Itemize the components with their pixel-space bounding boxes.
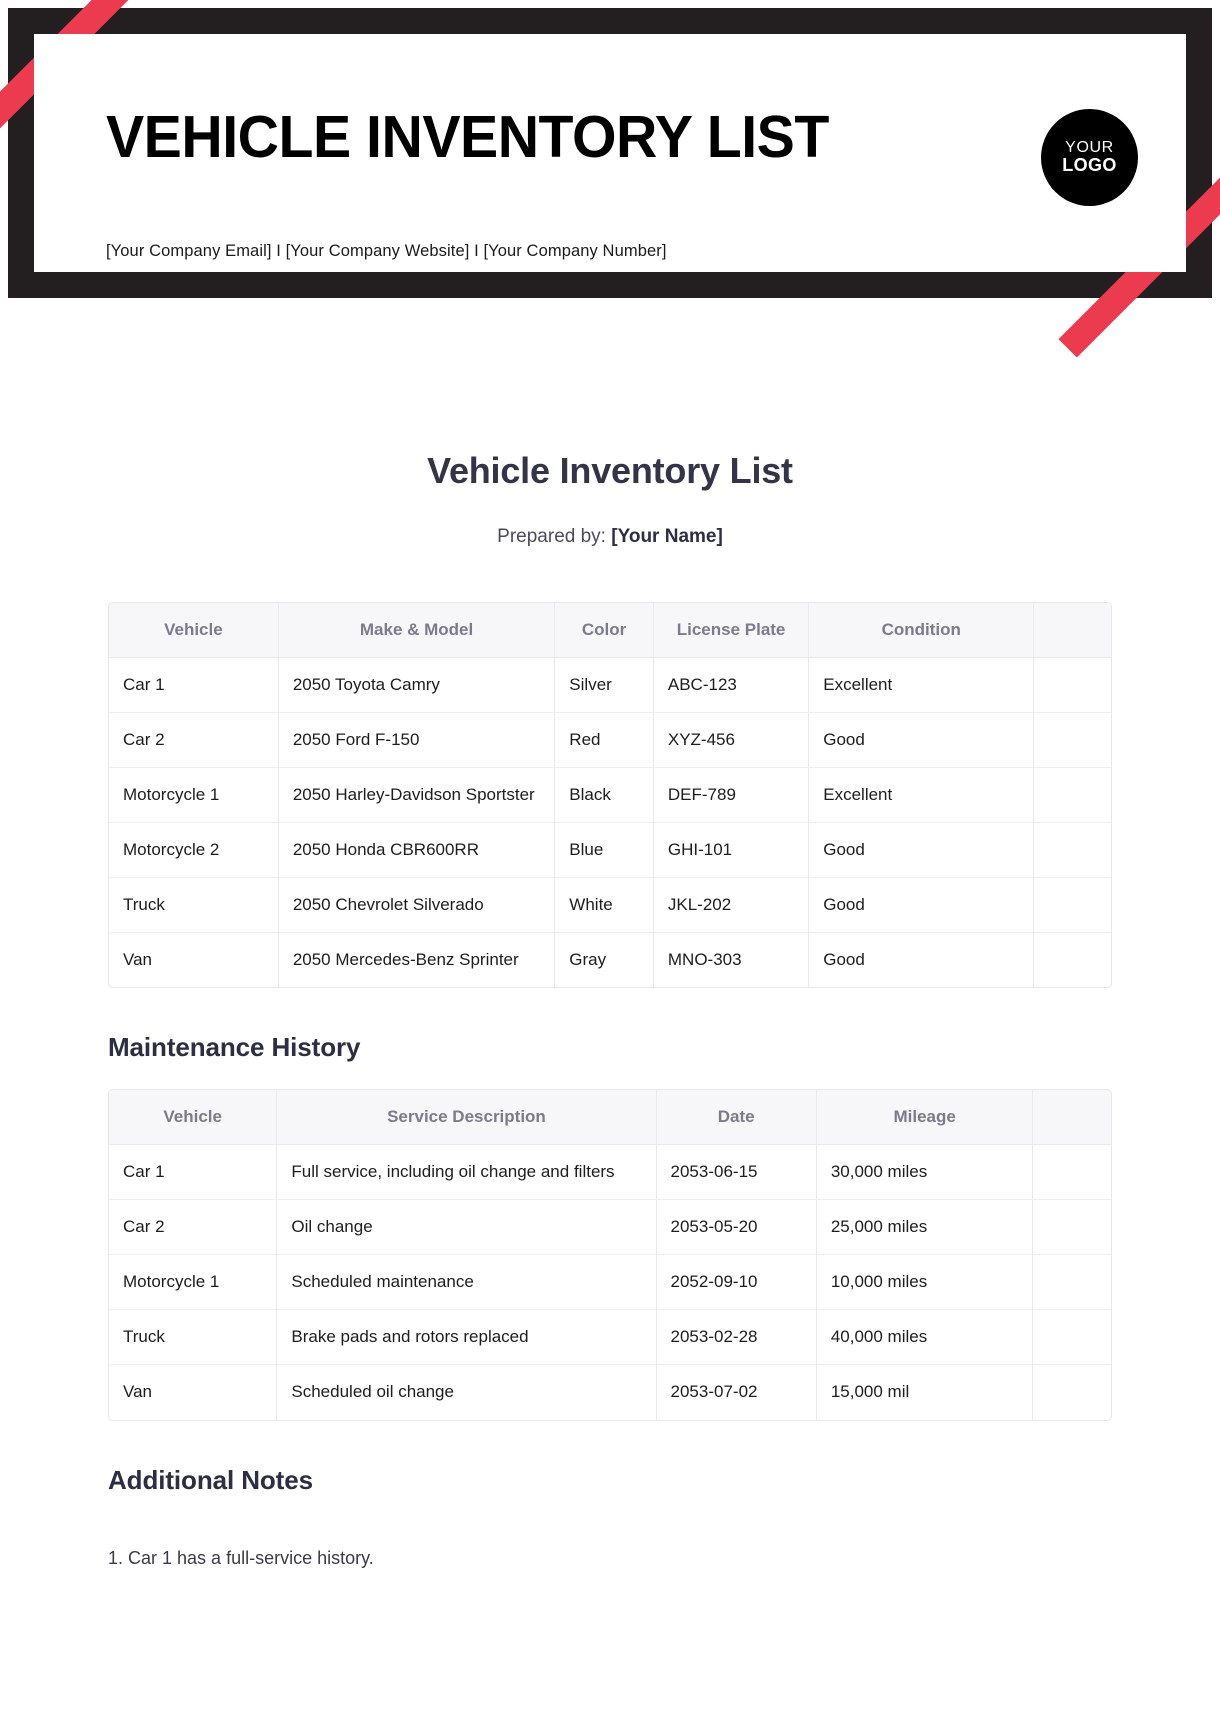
cell-condition: Good: [809, 878, 1034, 933]
table-header-row: [109, 603, 1111, 658]
cell-license-plate: GHI-101: [653, 823, 808, 878]
column-header-color: Color: [555, 603, 654, 658]
cell-spacer: [1033, 1200, 1111, 1255]
banner-title: VEHICLE INVENTORY LIST: [106, 104, 829, 170]
cell-vehicle: Car 1: [109, 658, 278, 713]
note-item: 1. Car 1 has a full-service history.: [108, 1547, 374, 1568]
cell-make-model: 2050 Honda CBR600RR: [278, 823, 554, 878]
cell-make-model: 2050 Mercedes-Benz Sprinter: [278, 933, 554, 988]
header-content: [34, 34, 1186, 272]
cell-condition: Excellent: [809, 768, 1034, 823]
company-contact-line: [Your Company Email] I [Your Company Website] I [Your Company Number]: [106, 242, 667, 260]
inventory-table-body: [109, 658, 1111, 988]
cell-vehicle: Car 2: [109, 713, 278, 768]
column-header-spacer: [1034, 603, 1111, 658]
cell-spacer: [1033, 1365, 1111, 1420]
cell-spacer: [1034, 658, 1111, 713]
cell-date: 2053-07-02: [656, 1365, 816, 1420]
cell-make-model: 2050 Ford F-150: [278, 713, 554, 768]
cell-license-plate: ABC-123: [653, 658, 808, 713]
cell-vehicle: Motorcycle 1: [109, 1255, 277, 1310]
cell-date: 2053-05-20: [656, 1200, 816, 1255]
logo-placeholder: [1041, 109, 1138, 206]
inventory-table: [109, 603, 1111, 987]
cell-license-plate: JKL-202: [653, 878, 808, 933]
maintenance-table: [109, 1090, 1111, 1419]
header-banner: [8, 8, 1212, 298]
table-row: [109, 768, 1111, 823]
cell-date: 2053-06-15: [656, 1145, 816, 1200]
inventory-table-wrapper: [108, 602, 1112, 988]
cell-spacer: [1034, 768, 1111, 823]
cell-color: Silver: [555, 658, 654, 713]
cell-vehicle: Van: [109, 933, 278, 988]
column-header-make-model: Make & Model: [278, 603, 554, 658]
document-body: [0, 298, 1220, 1572]
cell-mileage: 40,000 miles: [816, 1310, 1033, 1365]
cell-mileage: 15,000 mil: [816, 1365, 1033, 1420]
cell-spacer: [1034, 713, 1111, 768]
prepared-by-value: [Your Name]: [611, 526, 723, 547]
inventory-table-head: [109, 603, 1111, 658]
cell-license-plate: MNO-303: [653, 933, 808, 988]
cell-mileage: 25,000 miles: [816, 1200, 1033, 1255]
cell-vehicle: Motorcycle 1: [109, 768, 278, 823]
column-header-service-description: Service Description: [277, 1090, 656, 1145]
header-banner-inner: [34, 34, 1186, 272]
cell-color: Black: [555, 768, 654, 823]
cell-spacer: [1034, 823, 1111, 878]
column-header-vehicle: Vehicle: [109, 603, 278, 658]
maintenance-history-heading: Maintenance History: [108, 1032, 361, 1063]
cell-condition: Good: [809, 823, 1034, 878]
cell-condition: Good: [809, 713, 1034, 768]
cell-vehicle: Motorcycle 2: [109, 823, 278, 878]
prepared-by-line: [108, 526, 1112, 548]
table-header-row: [109, 1090, 1111, 1145]
table-row: [109, 1365, 1111, 1420]
column-header-spacer: [1033, 1090, 1111, 1145]
additional-notes-list: [108, 1544, 1112, 1573]
cell-service-description: Oil change: [277, 1200, 656, 1255]
table-row: [109, 1200, 1111, 1255]
column-header-license-plate: License Plate: [653, 603, 808, 658]
cell-spacer: [1033, 1310, 1111, 1365]
cell-color: Red: [555, 713, 654, 768]
prepared-by-label: Prepared by:: [497, 526, 606, 547]
table-row: [109, 658, 1111, 713]
additional-notes-heading: Additional Notes: [108, 1464, 313, 1495]
cell-vehicle: Truck: [109, 878, 278, 933]
cell-condition: Excellent: [809, 658, 1034, 713]
cell-license-plate: DEF-789: [653, 768, 808, 823]
cell-make-model: 2050 Chevrolet Silverado: [278, 878, 554, 933]
table-row: [109, 878, 1111, 933]
cell-date: 2052-09-10: [656, 1255, 816, 1310]
cell-vehicle: Truck: [109, 1310, 277, 1365]
cell-make-model: 2050 Harley-Davidson Sportster: [278, 768, 554, 823]
column-header-mileage: Mileage: [816, 1090, 1033, 1145]
cell-spacer: [1034, 878, 1111, 933]
cell-service-description: Scheduled oil change: [277, 1365, 656, 1420]
column-header-date: Date: [656, 1090, 816, 1145]
cell-service-description: Full service, including oil change and filters: [277, 1145, 656, 1200]
cell-vehicle: Car 1: [109, 1145, 277, 1200]
cell-service-description: Brake pads and rotors replaced: [277, 1310, 656, 1365]
logo-line-1: YOUR: [1065, 138, 1114, 156]
cell-date: 2053-02-28: [656, 1310, 816, 1365]
cell-color: Blue: [555, 823, 654, 878]
cell-mileage: 10,000 miles: [816, 1255, 1033, 1310]
cell-service-description: Scheduled maintenance: [277, 1255, 656, 1310]
cell-mileage: 30,000 miles: [816, 1145, 1033, 1200]
maintenance-table-wrapper: [108, 1089, 1112, 1420]
cell-color: Gray: [555, 933, 654, 988]
cell-condition: Good: [809, 933, 1034, 988]
cell-vehicle: Car 2: [109, 1200, 277, 1255]
cell-spacer: [1033, 1255, 1111, 1310]
maintenance-table-head: [109, 1090, 1111, 1145]
table-row: [109, 1145, 1111, 1200]
maintenance-table-body: [109, 1145, 1111, 1420]
cell-spacer: [1034, 933, 1111, 988]
page-title: Vehicle Inventory List: [427, 450, 793, 491]
table-row: [109, 713, 1111, 768]
table-row: [109, 1255, 1111, 1310]
cell-color: White: [555, 878, 654, 933]
table-row: [109, 1310, 1111, 1365]
cell-license-plate: XYZ-456: [653, 713, 808, 768]
cell-make-model: 2050 Toyota Camry: [278, 658, 554, 713]
column-header-condition: Condition: [809, 603, 1034, 658]
column-header-vehicle: Vehicle: [109, 1090, 277, 1145]
table-row: [109, 933, 1111, 988]
logo-line-2: LOGO: [1062, 155, 1117, 176]
table-row: [109, 823, 1111, 878]
cell-vehicle: Van: [109, 1365, 277, 1420]
cell-spacer: [1033, 1145, 1111, 1200]
